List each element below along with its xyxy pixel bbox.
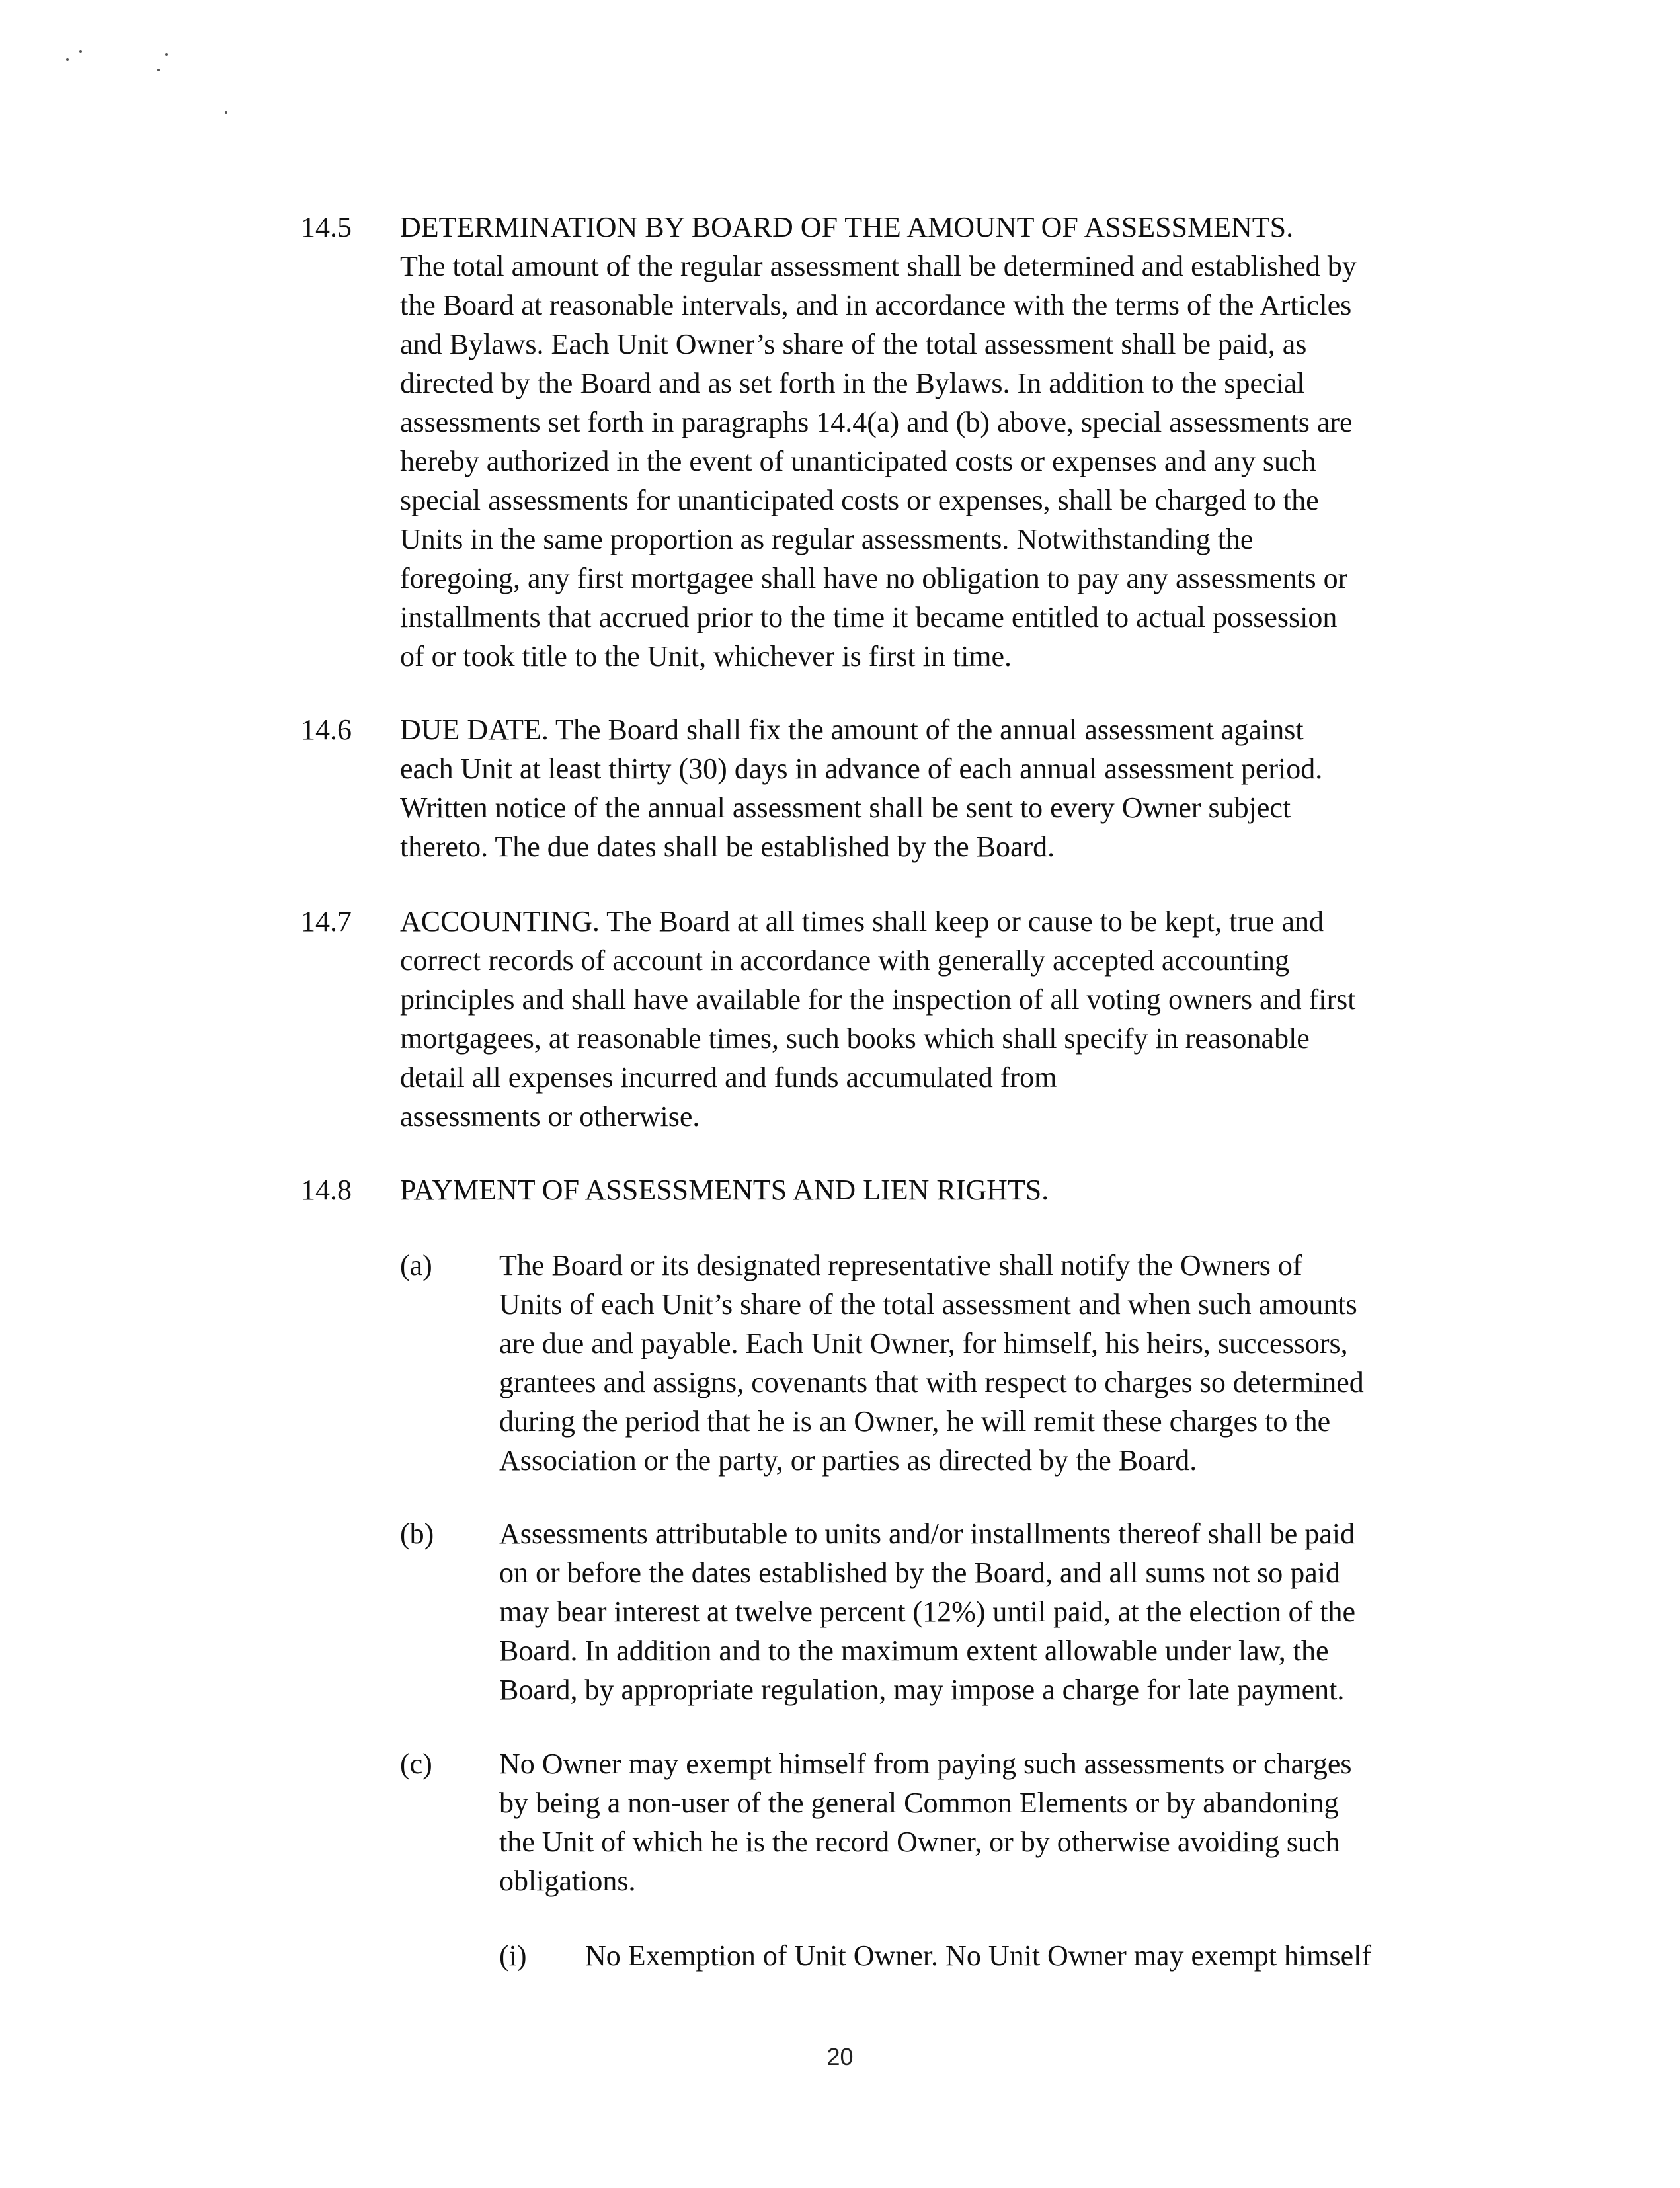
subsection-b bbox=[400, 1514, 1531, 1709]
subsection-label: (c) bbox=[400, 1748, 432, 1780]
text-line: mortgagees, at reasonable times, such books which shall specify in reasonable bbox=[400, 1022, 1310, 1055]
text-line: The total amount of the regular assessment shall be determined and established by bbox=[400, 250, 1357, 282]
section-title: PAYMENT OF ASSESSMENTS AND LIEN RIGHTS. bbox=[400, 1174, 1049, 1206]
text-line: Units of each Unit’s share of the total assessment and when such amounts bbox=[499, 1288, 1357, 1320]
text-line: No Owner may exempt himself from paying such assessments or charges bbox=[499, 1748, 1352, 1780]
subsection-body bbox=[499, 1744, 1531, 1900]
section-14-8 bbox=[301, 1170, 1531, 1209]
text-line: The Board or its designated representative shall notify the Owners of bbox=[499, 1249, 1302, 1281]
text-line: thereto. The due dates shall be established by the Board. bbox=[400, 831, 1055, 863]
section-14-6 bbox=[301, 710, 1531, 866]
scan-speck bbox=[165, 53, 168, 56]
item-i bbox=[499, 1936, 1531, 1975]
section-body bbox=[400, 208, 1531, 676]
text-line: directed by the Board and as set forth in the Bylaws. In addition to the special bbox=[400, 367, 1305, 399]
text-line: may bear interest at twelve percent (12%) until paid, at the election of the bbox=[499, 1596, 1356, 1628]
text-line: are due and payable. Each Unit Owner, for himself, his heirs, successors, bbox=[499, 1327, 1348, 1359]
section-number: 14.8 bbox=[301, 1174, 352, 1206]
text-line: correct records of account in accordance with generally accepted accounting bbox=[400, 944, 1289, 977]
scan-speck bbox=[79, 50, 82, 53]
subsection-body bbox=[499, 1514, 1531, 1709]
text-line: detail all expenses incurred and funds accumulated from bbox=[400, 1061, 1057, 1094]
text-line: principles and shall have available for the inspection of all voting owners and first bbox=[400, 983, 1356, 1016]
item-text: No Exemption of Unit Owner. No Unit Owner may exempt himself bbox=[585, 1939, 1372, 1972]
scan-speck bbox=[66, 58, 69, 61]
subsection-c bbox=[400, 1744, 1531, 1900]
text-line: Written notice of the annual assessment shall be sent to every Owner subject bbox=[400, 791, 1291, 824]
section-body bbox=[400, 1170, 1531, 1209]
text-line: the Board at reasonable intervals, and in accordance with the terms of the Articles bbox=[400, 289, 1352, 321]
text-line: grantees and assigns, covenants that with respect to charges so determined bbox=[499, 1366, 1364, 1398]
section-body bbox=[400, 710, 1531, 866]
page-number: 20 bbox=[826, 2043, 854, 2070]
text-line: Board, by appropriate regulation, may impose a charge for late payment. bbox=[499, 1674, 1345, 1706]
text-line: during the period that he is an Owner, he will remit these charges to the bbox=[499, 1405, 1331, 1438]
scan-speck bbox=[225, 111, 227, 114]
text-line: on or before the dates established by the Board, and all sums not so paid bbox=[499, 1557, 1341, 1589]
section-number: 14.5 bbox=[301, 211, 352, 243]
text-line: foregoing, any first mortgagee shall have no obligation to pay any assessments or bbox=[400, 562, 1348, 594]
section-title: DETERMINATION BY BOARD OF THE AMOUNT OF ASSESSMENTS. bbox=[400, 211, 1294, 243]
subsection-body bbox=[499, 1246, 1531, 1480]
text-line: obligations. bbox=[499, 1865, 636, 1897]
text-line: Assessments attributable to units and/or installments thereof shall be paid bbox=[499, 1518, 1355, 1550]
text-line: the Unit of which he is the record Owner, or by otherwise avoiding such bbox=[499, 1826, 1340, 1858]
text-line: Units in the same proportion as regular assessments. Notwithstanding the bbox=[400, 523, 1254, 555]
subsection-label: (b) bbox=[400, 1518, 434, 1550]
scan-speck bbox=[157, 69, 160, 71]
section-14-7 bbox=[301, 902, 1531, 1136]
item-label: (i) bbox=[499, 1939, 527, 1972]
section-title: DUE DATE. The Board shall fix the amount of the annual assessment against bbox=[400, 713, 1304, 746]
text-line: of or took title to the Unit, whichever is first in time. bbox=[400, 640, 1012, 672]
section-number: 14.6 bbox=[301, 713, 352, 746]
text-line: assessments or otherwise. bbox=[400, 1100, 700, 1133]
text-line: installments that accrued prior to the time it became entitled to actual possession bbox=[400, 601, 1338, 633]
section-body bbox=[400, 902, 1531, 1136]
text-line: assessments set forth in paragraphs 14.4(a) and (b) above, special assessments are bbox=[400, 406, 1353, 438]
section-number: 14.7 bbox=[301, 905, 352, 938]
text-line: Association or the party, or parties as directed by the Board. bbox=[499, 1444, 1197, 1477]
text-line: by being a non-user of the general Common Elements or by abandoning bbox=[499, 1787, 1339, 1819]
text-line: hereby authorized in the event of unanticipated costs or expenses and any such bbox=[400, 445, 1316, 477]
text-line: each Unit at least thirty (30) days in advance of each annual assessment period. bbox=[400, 752, 1323, 785]
text-line: Board. In addition and to the maximum extent allowable under law, the bbox=[499, 1635, 1329, 1667]
subsection-a bbox=[400, 1246, 1531, 1480]
section-title: ACCOUNTING. The Board at all times shall keep or cause to be kept, true and bbox=[400, 905, 1324, 938]
text-line: and Bylaws. Each Unit Owner’s share of the total assessment shall be paid, as bbox=[400, 328, 1307, 360]
text-line: special assessments for unanticipated costs or expenses, shall be charged to the bbox=[400, 484, 1319, 516]
subsection-label: (a) bbox=[400, 1249, 432, 1281]
section-14-5 bbox=[301, 208, 1531, 676]
